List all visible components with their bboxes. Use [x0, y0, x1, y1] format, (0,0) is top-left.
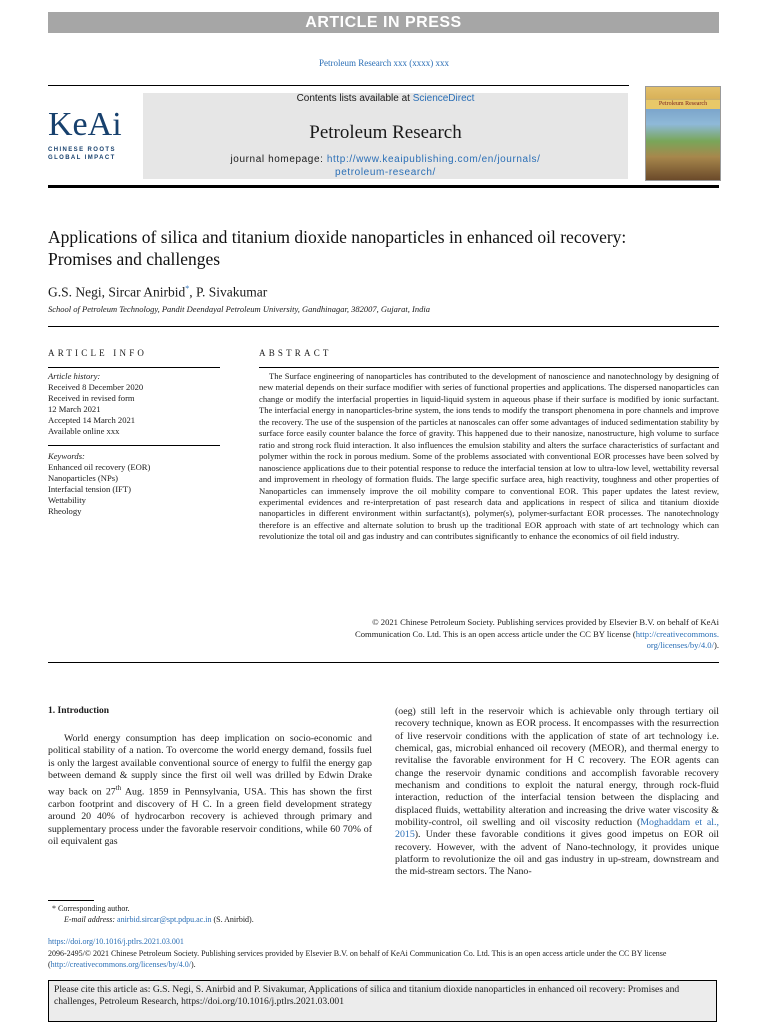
- keyword-item: Interfacial tension (IFT): [48, 484, 132, 494]
- article-in-press-banner: ARTICLE IN PRESS: [48, 12, 719, 33]
- logo-tagline: CHINESE ROOTS GLOBAL IMPACT: [48, 147, 116, 161]
- keai-wordmark: KeAi: [48, 106, 122, 143]
- corresponding-author-note: * Corresponding author.: [52, 904, 130, 913]
- article-info-rule: [48, 367, 220, 368]
- history-item: 12 March 2021: [48, 404, 101, 414]
- header-rule: [48, 85, 629, 86]
- journal-masthead: [143, 93, 628, 179]
- license-link[interactable]: http://creativecommons.: [635, 628, 719, 639]
- issn-copyright: 2096-2495/© 2021 Chinese Petroleum Society. Publishing services provided by Elsevier B.V. on behalf of KeAi Communication Co. Ltd. This is an open access article under the CC BY license (http://creativecommons.org/licenses/by/4.0/).: [48, 949, 667, 969]
- abstract-bottom-rule: [48, 662, 719, 663]
- history-item: Received in revised form: [48, 393, 135, 403]
- footnote-rule: [48, 900, 94, 901]
- cite-this-article-box: Please cite this article as: G.S. Negi, S. Anirbid and P. Sivakumar, Applications of silica and titanium dioxide nanoparticles in enhanced oil recovery: Promises and challenges, Petroleum Research, https://doi.org/10.1016/j.ptlrs.2021.03.001: [48, 980, 717, 1022]
- affiliation: School of Petroleum Technology, Pandit Deendayal Petroleum University, Gandhinagar, 382007, Gujarat, India: [48, 304, 430, 314]
- keyword-item: Enhanced oil recovery (EOR): [48, 462, 151, 472]
- article-info-heading: ARTICLE INFO: [48, 348, 148, 358]
- email-note: E-mail address: anirbid.sircar@spt.pdpu.ac.in (S. Anirbid).: [64, 915, 254, 924]
- homepage-link[interactable]: http://www.keaipublishing.com/en/journals/: [326, 154, 541, 165]
- abstract-copyright: © 2021 Chinese Petroleum Society. Publishing services provided by Elsevier B.V. on behalf of KeAi Communication Co. Ltd. This is an open access article under the CC BY license (http://creativecommons. org/licenses/by/4.0/).: [355, 617, 719, 650]
- abstract-rule: [259, 367, 719, 368]
- keywords: Keywords: Enhanced oil recovery (EOR) Nanoparticles (NPs) Interfacial tension (IFT) Wettability Rheology: [48, 451, 151, 516]
- history-item: Available online xxx: [48, 426, 120, 436]
- journal-homepage: journal homepage: http://www.keaipublishing.com/en/journals/ petroleum-research/: [143, 153, 628, 179]
- doi-link[interactable]: https://doi.org/10.1016/j.ptlrs.2021.03.001: [48, 937, 184, 946]
- license-link-cont[interactable]: org/licenses/by/4.0/: [646, 640, 714, 650]
- abstract-text: The Surface engineering of nanoparticles has contributed to the development of nanoscience and nanotechnology by designing of new material depends on their surface modifier with series of functional properties and applications. The dispersed nanoparticles can change or modify the interfacial properties in liquid-liquid system in aqueous phase if their surface is modified by ionic surfactant. The interfacial energy in nanoparticles-brine system, the ions tends to modify the transport phenomena in pore channels and improve the recovery. The use of the suspension of the particles at nanoscales can offer some advantages of induced sedimentation stability by surface force easily counter balance the force of gravity. This happened due to their nanosize, nanostructure, high volume to surface ratio and strong rock fluid interaction. It also influences the emulsion stability and alters the surface characteristics of surfactant and polymer within the rock in porous medium. Some of the problems associated with conventional EOR processes have been solved by nanoscience applications due to their potential response to reduce the interfacial tension at low to ultra-low level, wettability reversal and improvement in rheology of formation fluids. The large specific surface area, high reactivity, toughness and other properties of Nanoparticles can immensely improve the oil mobility compare to conventional EOR. This paper updates the latest review, experimental evidences and re-interpretation of past research data and applications in respect of silica and titanium dioxide nanoparticles in different environment within surfactant(s), polymer(s), polymer-surfactant EOR processes. The nanotechnology therefore is an effective and alternate solution to brush up the traditional EOR approach with state of art technology which can revolutionize the total oil and gas industry and can contributes significantly to enhance the economics of oil field industry.: [259, 371, 719, 542]
- keywords-rule: [48, 445, 220, 446]
- history-item: Accepted 14 March 2021: [48, 415, 136, 425]
- sciencedirect-link[interactable]: ScienceDirect: [412, 93, 475, 104]
- author-email-link[interactable]: anirbid.sircar@spt.pdpu.ac.in: [117, 915, 212, 924]
- journal-citation-link[interactable]: Petroleum Research xxx (xxxx) xxx: [319, 58, 449, 68]
- article-history: Article history: Received 8 December 2020 Received in revised form 12 March 2021 Accepted 14 March 2021 Available online xxx: [48, 371, 144, 436]
- keyword-item: Wettability: [48, 495, 86, 505]
- intro-left-column: World energy consumption has deep implication on socio-economic and political stability of a nation. To overcome the world energy demand, fossils fuel is only the largest available conventional source of energy to fulfil the energy gap between demand & supply since the first oil well was drilled by Edwin Drake way back on 27th Aug. 1859 in Pennsylvania, USA. This has shown the first carbon footprint and discovery of H C. In a green field development strategy around 20 40% of hydrocarbon recovery is achieved through primary and supplementary process under the favorable reservoir conditions, while 60 70% of oil equivalent gas: [48, 733, 373, 848]
- journal-name: Petroleum Research: [309, 122, 462, 143]
- article-authors: G.S. Negi, Sircar Anirbid*, P. Sivakumar: [48, 284, 268, 300]
- abstract-heading: ABSTRACT: [259, 348, 332, 358]
- cover-title: Petroleum Research: [646, 100, 720, 109]
- homepage-link-cont[interactable]: petroleum-research/: [335, 167, 436, 178]
- masthead-rule: [48, 185, 719, 188]
- journal-cover-image: [645, 86, 721, 181]
- section-heading-introduction: 1. Introduction: [48, 706, 110, 716]
- license-link-footer[interactable]: http://creativecommons.org/licenses/by/4.0/: [50, 960, 191, 969]
- intro-right-column: (oeg) still left in the reservoir which is achievable only through tertiary oil recovery technique, known as EOR process. It encompasses with the resurrection of live reservoir conditions with the application of state of art technology i.e. chemical, gas, microbial enhanced oil recovery (MEOR), and thermal energy to revitalise the favorable environment for H C recovery. The EOR agents can change the reservoir dynamic conditions and accomplish favorable recovery mechanism and conditions to exploit the natural energy, through rock-fluid interaction, reduction of the interfacial tension between the displacing and displaced fluids, wettability alteration and increasing the drive water viscosity & mobility-control, oil swelling and oil viscosity reduction (Moghaddam et al., 2015). Under these favorable conditions it gives good impetus on EOR oil recovery. However, with the advent of Nano-technology, it provides unique platform to revolutionize the oil and gas industry in up-stream, downstream and the mid-stream sectors. The Nano-: [395, 706, 719, 878]
- contents-line: Contents lists available at ScienceDirect: [296, 93, 475, 104]
- history-item: Received 8 December 2020: [48, 382, 144, 392]
- corresponding-author-mark[interactable]: *: [185, 284, 190, 293]
- keai-logo: [48, 108, 138, 162]
- article-title: Applications of silica and titanium dioxide nanoparticles in enhanced oil recovery: Promises and challenges: [48, 227, 627, 269]
- keyword-item: Nanoparticles (NPs): [48, 473, 118, 483]
- keyword-item: Rheology: [48, 506, 82, 516]
- title-rule: [48, 326, 719, 327]
- reference-link[interactable]: Moghaddam et al., 2015: [395, 817, 719, 841]
